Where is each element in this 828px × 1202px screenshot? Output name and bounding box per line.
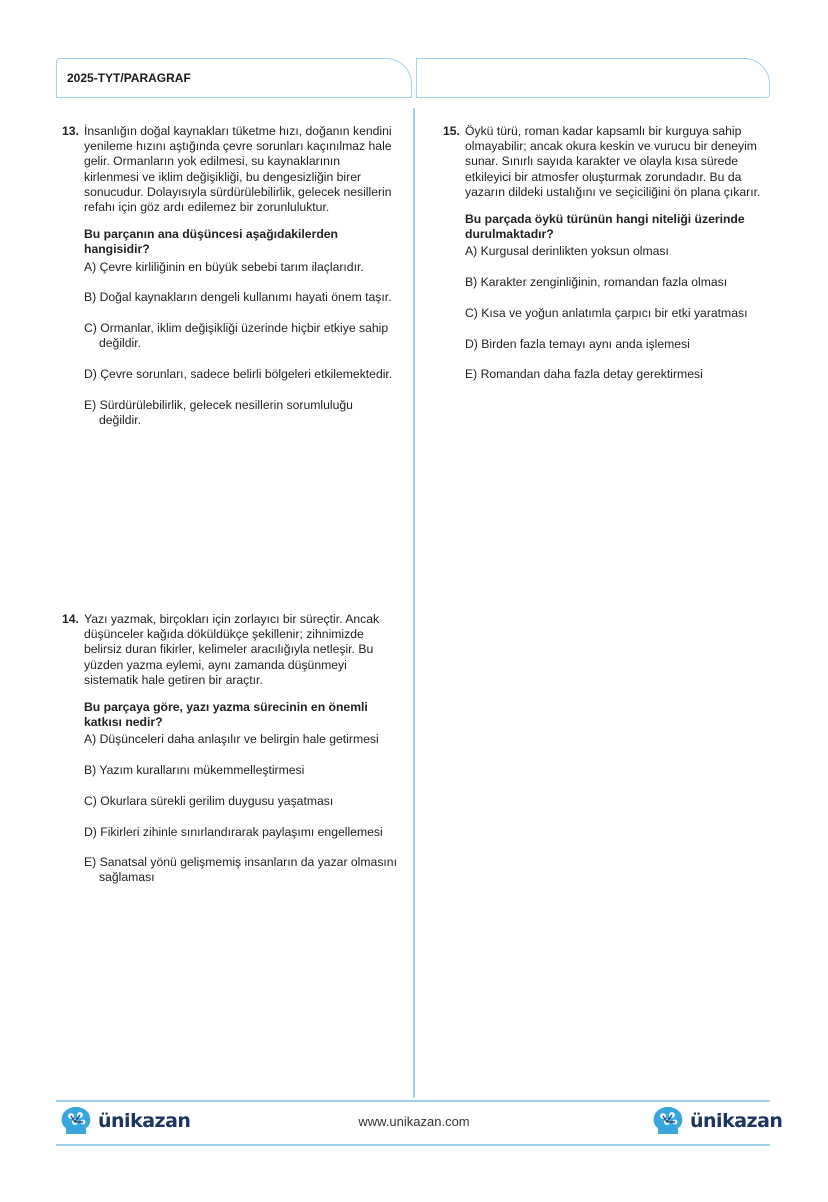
header-right-box: [416, 58, 770, 98]
question-passage: Yazı yazmak, birçokları için zorlayıcı bir süreçtir. Ancak düşünceler kağıda döküldükçe şekillenir; zihnimizde belirsiz duran fikirler, kelimeler aracılığıyla netleşir. Bu yüzden yazma eylemi, aynı zamanda düşünmeyi sistematik hale getiren bir araçtır.: [84, 612, 380, 687]
option-c[interactable]: C) Ormanlar, iklim değişikliği üzerinde hiçbir etkiye sahip değildir.: [84, 321, 389, 351]
brand-name: ünikazan: [98, 1110, 191, 1132]
option-b[interactable]: B) Karakter zenginliğinin, romandan fazla olması: [465, 275, 728, 290]
option-a[interactable]: A) Kurgusal derinlikten yoksun olması: [465, 244, 669, 259]
footer-top-rule: [56, 1100, 770, 1102]
brain-head-icon: [652, 1106, 684, 1136]
answer-options: [465, 244, 773, 382]
answer-options: [84, 260, 398, 428]
question-stem: Bu parçada öykü türünün hangi niteliği üzerinde durulmaktadır?: [465, 212, 745, 242]
option-a[interactable]: A) Düşünceleri daha anlaşılır ve belirgin hale getirmesi: [84, 732, 379, 747]
question-number: 14.: [62, 612, 79, 626]
option-d[interactable]: D) Fikirleri zihinle sınırlandırarak paylaşımı engellemesi: [84, 824, 383, 839]
footer-bottom-rule: [56, 1144, 770, 1146]
page-title: 2025-TYT/PARAGRAF: [67, 71, 191, 85]
header-left-box: [56, 58, 412, 98]
question-number: 13.: [62, 124, 79, 138]
option-e[interactable]: E) Romandan daha fazla detay gerektirmesi: [465, 367, 703, 382]
brand-logo-right: [652, 1106, 782, 1136]
question-15: [443, 124, 773, 398]
option-c[interactable]: C) Kısa ve yoğun anlatımla çarpıcı bir etki yaratması: [465, 305, 748, 320]
question-14: [62, 612, 398, 901]
option-d[interactable]: D) Birden fazla temayı aynı anda işlemesi: [465, 336, 690, 351]
option-e[interactable]: E) Sürdürülebilirlik, gelecek nesillerin sorumluluğu değildir.: [84, 397, 353, 427]
question-passage: İnsanlığın doğal kaynakları tüketme hızı, doğanın kendini yenileme hızını aştığında çevre sorunları kaçınılmaz hale gelir. Ormanların yok edilmesi, su kaynaklarının kirlenmesi ve iklim değişikliği, bu dengesizliğin birer sonucudur. Dolayısıyla sürdürülebilirlik, gelecek nesillerin refahı için göz ardı edilemez bir zorunluluktur.: [84, 124, 392, 215]
column-divider: [413, 108, 415, 1098]
option-b[interactable]: B) Doğal kaynakların dengeli kullanımı hayati önem taşır.: [84, 290, 392, 305]
answer-options: [84, 732, 398, 885]
option-e[interactable]: E) Sanatsal yönü gelişmemiş insanların da yazar olmasını sağlaması: [84, 855, 397, 885]
question-stem: Bu parçaya göre, yazı yazma sürecinin en önemli katkısı nedir?: [84, 700, 368, 730]
option-b[interactable]: B) Yazım kurallarını mükemmelleştirmesi: [84, 763, 305, 778]
option-c[interactable]: C) Okurlara sürekli gerilim duygusu yaşatması: [84, 793, 334, 808]
question-number: 15.: [443, 124, 460, 138]
question-13: [62, 124, 398, 444]
question-passage: Öykü türü, roman kadar kapsamlı bir kurguya sahip olmayabilir; ancak okura keskin ve vurucu bir deneyim sunar. Sınırlı sayıda karakter ve olayla kısa sürede etkileyici bir atmosfer oluşturmak zorundadır. Bu da yazarın dildeki ustalığını ve seçiciliğini ön plana çıkarır.: [465, 124, 761, 199]
website-link[interactable]: www.unikazan.com: [358, 1114, 470, 1129]
brand-name: ünikazan: [690, 1110, 783, 1132]
option-a[interactable]: A) Çevre kirliliğinin en büyük sebebi tarım ilaçlarıdır.: [84, 259, 364, 274]
option-d[interactable]: D) Çevre sorunları, sadece belirli bölgeleri etkilemektedir.: [84, 366, 393, 381]
question-stem: Bu parçanın ana düşüncesi aşağıdakilerden hangisidir?: [84, 227, 338, 257]
